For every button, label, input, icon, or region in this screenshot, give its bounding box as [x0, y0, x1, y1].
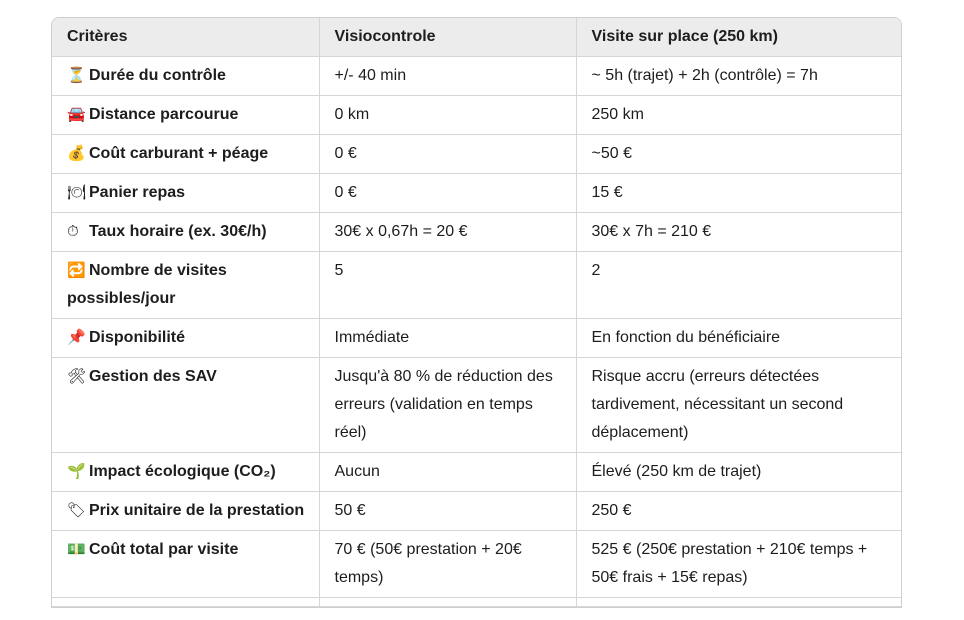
table-row — [52, 252, 901, 319]
header-onsite-visit: Visite sur place (250 km) — [576, 18, 901, 57]
criterion-label: Gestion des SAV — [89, 368, 217, 385]
onsite-value: ~50 € — [576, 135, 901, 174]
table-row-cut-off — [52, 598, 901, 607]
criterion-label: Distance parcourue — [89, 106, 239, 123]
criterion-cell — [52, 135, 319, 174]
table-row — [52, 174, 901, 213]
criterion-cell — [52, 492, 319, 531]
visio-value: +/- 40 min — [319, 57, 576, 96]
table-row — [52, 453, 901, 492]
stopwatch-icon: ⏱ — [67, 223, 79, 240]
plate-cutlery-icon: 🍽 — [67, 184, 87, 201]
visio-value: 0 € — [319, 135, 576, 174]
table-row — [52, 57, 901, 96]
visio-value: 50 € — [319, 492, 576, 531]
seedling-icon: 🌱 — [67, 463, 86, 480]
criterion-cell — [52, 57, 319, 96]
table-row — [52, 358, 901, 453]
criterion-cell — [52, 96, 319, 135]
visio-value: 70 € (50€ prestation + 20€ temps) — [319, 531, 576, 598]
visio-value: 0 € — [319, 174, 576, 213]
criterion-cell — [52, 531, 319, 598]
table-row — [52, 96, 901, 135]
onsite-value: 250 km — [576, 96, 901, 135]
onsite-value: 2 — [576, 252, 901, 319]
onsite-value: 250 € — [576, 492, 901, 531]
repeat-icon: 🔁 — [67, 262, 86, 279]
criterion-label: Taux horaire (ex. 30€/h) — [89, 223, 267, 240]
criterion-label: Coût carburant + péage — [89, 145, 269, 162]
criterion-cell — [52, 358, 319, 453]
money-bag-icon: 💰 — [67, 145, 86, 162]
table-row — [52, 531, 901, 598]
header-criteria: Critères — [52, 18, 319, 57]
table-row — [52, 135, 901, 174]
header-visiocontrole: Visiocontrole — [319, 18, 576, 57]
visio-value: 5 — [319, 252, 576, 319]
table-row — [52, 492, 901, 531]
visio-value: 30€ x 0,67h = 20 € — [319, 213, 576, 252]
criterion-label: Durée du contrôle — [89, 67, 226, 84]
pushpin-icon: 📌 — [67, 329, 86, 346]
banknote-icon: 💵 — [67, 541, 86, 558]
onsite-value: Risque accru (erreurs détectées tardivement, nécessitant un second déplacement) — [576, 358, 901, 453]
onsite-value: 525 € (250€ prestation + 210€ temps + 50€ frais + 15€ repas) — [576, 531, 901, 598]
car-icon: 🚘 — [67, 106, 86, 123]
table-row — [52, 319, 901, 358]
onsite-value: 30€ x 7h = 210 € — [576, 213, 901, 252]
criterion-label: Impact écologique (CO₂) — [89, 463, 276, 480]
criterion-label: Nombre de visites possibles/jour — [67, 262, 227, 307]
onsite-value: En fonction du bénéficiaire — [576, 319, 901, 358]
onsite-value: 15 € — [576, 174, 901, 213]
tools-icon: 🛠 — [67, 368, 87, 385]
criterion-label: Coût total par visite — [89, 541, 239, 558]
hourglass-icon: ⏳ — [67, 67, 86, 84]
cut-off-cell — [319, 598, 576, 607]
table-row — [52, 213, 901, 252]
criterion-cell — [52, 213, 319, 252]
cut-off-cell — [52, 598, 319, 607]
cut-off-cell — [576, 598, 901, 607]
comparison-table-grid — [52, 18, 901, 607]
label-icon: 🏷 — [67, 502, 87, 519]
header-row — [52, 18, 901, 57]
criterion-label: Disponibilité — [89, 329, 185, 346]
onsite-value: ~ 5h (trajet) + 2h (contrôle) = 7h — [576, 57, 901, 96]
visio-value: 0 km — [319, 96, 576, 135]
comparison-table — [51, 17, 902, 608]
criterion-cell — [52, 453, 319, 492]
criterion-label: Panier repas — [89, 184, 186, 201]
criterion-cell — [52, 174, 319, 213]
visio-value: Jusqu'à 80 % de réduction des erreurs (validation en temps réel) — [319, 358, 576, 453]
onsite-value: Élevé (250 km de trajet) — [576, 453, 901, 492]
criterion-cell — [52, 252, 319, 319]
criterion-cell — [52, 319, 319, 358]
criterion-label: Prix unitaire de la prestation — [89, 502, 305, 519]
visio-value: Immédiate — [319, 319, 576, 358]
visio-value: Aucun — [319, 453, 576, 492]
